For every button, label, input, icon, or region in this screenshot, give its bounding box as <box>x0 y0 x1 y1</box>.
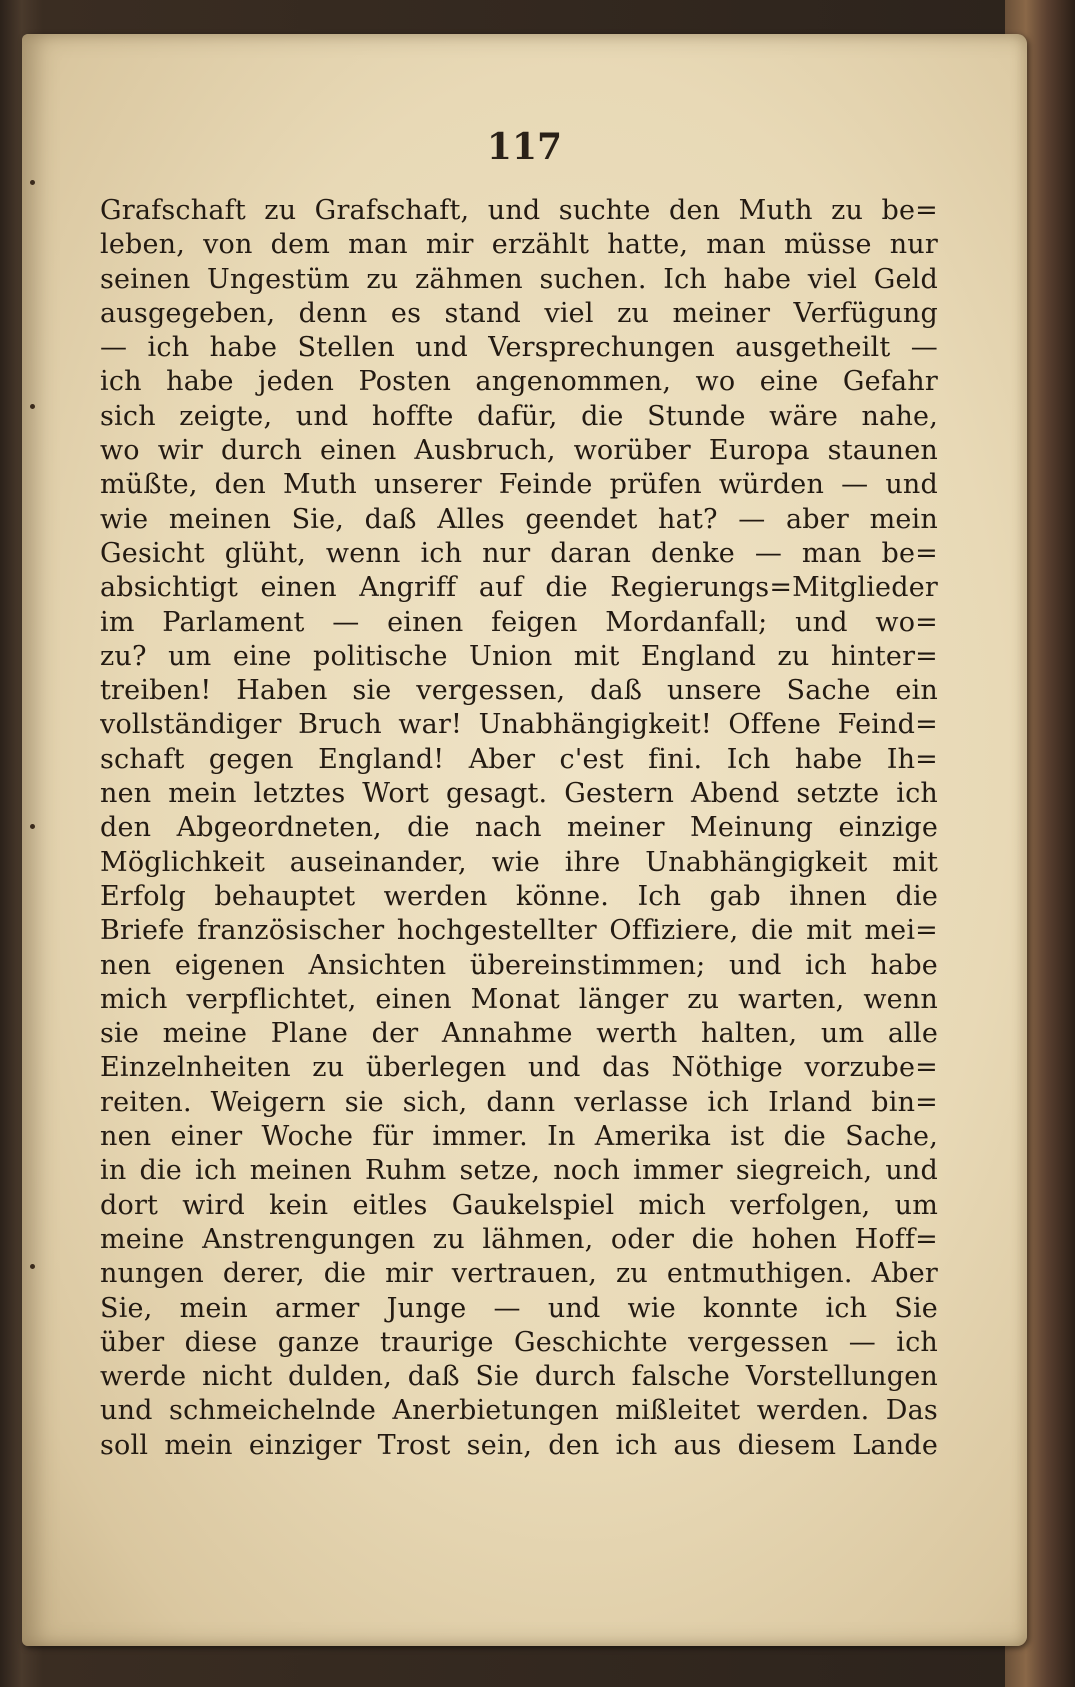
margin-mark <box>30 180 35 185</box>
text-line: Einzelnheiten zu überlegen und das Nöthige vorzube= <box>100 1052 938 1084</box>
text-line: Erfolg behauptet werden könne. Ich gab ihnen die <box>100 880 938 912</box>
text-line: den Abgeordneten, die nach meiner Meinung einzige <box>100 812 938 844</box>
text-line: müßte, den Muth unserer Feinde prüfen würden — und <box>100 469 938 501</box>
text-line: über diese ganze traurige Geschichte vergessen — ich <box>100 1326 938 1358</box>
text-line: absichtigt einen Angriff auf die Regierungs=Mitglieder <box>100 572 938 604</box>
book-page <box>22 34 1027 1646</box>
text-line: nungen derer, die mir vertrauen, zu entmuthigen. Aber <box>100 1258 938 1290</box>
text-line: sich zeigte, und hoffte dafür, die Stunde wäre nahe, <box>100 400 938 432</box>
text-line: nen mein letztes Wort gesagt. Gestern Abend setzte ich <box>100 778 938 810</box>
text-line: Briefe französischer hochgestellter Offiziere, die mit mei= <box>100 915 938 947</box>
text-line: schaft gegen England! Aber c'est fini. Ich habe Ih= <box>100 743 938 775</box>
text-line: mich verpflichtet, einen Monat länger zu warten, wenn <box>100 983 938 1015</box>
margin-mark <box>30 1264 35 1269</box>
text-line: dort wird kein eitles Gaukelspiel mich verfolgen, um <box>100 1189 938 1221</box>
text-line: reiten. Weigern sie sich, dann verlasse ich Irland bin= <box>100 1086 938 1118</box>
text-line: seinen Ungestüm zu zähmen suchen. Ich habe viel Geld <box>100 263 938 295</box>
text-line: im Parlament — einen feigen Mordanfall; und wo= <box>100 606 938 638</box>
text-line: leben, von dem man mir erzählt hatte, man müsse nur <box>100 229 938 261</box>
text-line: nen eigenen Ansichten übereinstimmen; und ich habe <box>100 949 938 981</box>
text-line: und schmeichelnde Anerbietungen mißleitet werden. Das <box>100 1395 938 1427</box>
text-line: meine Anstrengungen zu lähmen, oder die hohen Hoff= <box>100 1223 938 1255</box>
text-line: — ich habe Stellen und Versprechungen ausgetheilt — <box>100 332 938 364</box>
text-line: Sie, mein armer Junge — und wie konnte ich Sie <box>100 1292 938 1324</box>
text-line: treiben! Haben sie vergessen, daß unsere Sache ein <box>100 675 938 707</box>
body-text <box>100 194 938 1463</box>
text-line: Möglichkeit auseinander, wie ihre Unabhängigkeit mit <box>100 846 938 878</box>
text-line: nen einer Woche für immer. In Amerika ist die Sache, <box>100 1121 938 1153</box>
text-line: soll mein einziger Trost sein, den ich aus diesem Lande <box>100 1429 938 1461</box>
text-line: ich habe jeden Posten angenommen, wo eine Gefahr <box>100 366 938 398</box>
text-line: werde nicht dulden, daß Sie durch falsche Vorstellungen <box>100 1361 938 1393</box>
text-line: zu? um eine politische Union mit England zu hinter= <box>100 640 938 672</box>
text-line: in die ich meinen Ruhm setze, noch immer siegreich, und <box>100 1155 938 1187</box>
text-line: Gesicht glüht, wenn ich nur daran denke — man be= <box>100 537 938 569</box>
text-line: sie meine Plane der Annahme werth halten, um alle <box>100 1018 938 1050</box>
text-line: wie meinen Sie, daß Alles geendet hat? — aber mein <box>100 503 938 535</box>
text-line: vollständiger Bruch war! Unabhängigkeit! Offene Feind= <box>100 709 938 741</box>
text-line: Grafschaft zu Grafschaft, und suchte den Muth zu be= <box>100 195 938 226</box>
page-number: 117 <box>486 126 563 168</box>
text-line: ausgegeben, denn es stand viel zu meiner Verfügung <box>100 297 938 329</box>
margin-mark <box>30 404 35 409</box>
text-line: wo wir durch einen Ausbruch, worüber Europa staunen <box>100 435 938 467</box>
margin-mark <box>30 824 35 829</box>
